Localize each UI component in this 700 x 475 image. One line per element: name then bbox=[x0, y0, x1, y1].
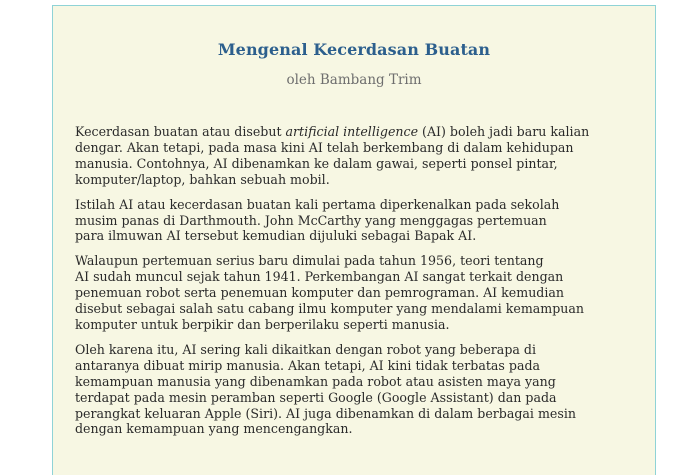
article-title: Mengenal Kecerdasan Buatan bbox=[217, 40, 491, 59]
paragraph-4 bbox=[75, 342, 647, 437]
paragraph-line: musim panas di Darthmouth. John McCarthy yang menggagas pertemuan bbox=[75, 212, 547, 228]
paragraph-3 bbox=[75, 253, 647, 333]
paragraph-line: para ilmuwan AI tersebut kemudian dijuluki sebagai Bapak AI. bbox=[75, 228, 477, 244]
paragraph-line: terdapat pada mesin peramban seperti Google (Google Assistant) dan pada bbox=[75, 389, 557, 405]
paragraph-line: komputer/laptop, bahkan sebuah mobil. bbox=[75, 171, 330, 187]
paragraph-line: Istilah AI atau kecerdasan buatan kali pertama diperkenalkan pada sekolah bbox=[75, 196, 560, 212]
paragraph-line: penemuan robot serta penemuan komputer dan pemrograman. AI kemudian bbox=[75, 285, 565, 301]
article-author: oleh Bambang Trim bbox=[286, 72, 422, 88]
paragraph-line: Oleh karena itu, AI sering kali dikaitkan dengan robot yang beberapa di bbox=[75, 341, 536, 357]
paragraph-line: dengar. Akan tetapi, pada masa kini AI telah berkembang di dalam kehidupan bbox=[75, 139, 574, 155]
paragraph-line: komputer untuk berpikir dan berperilaku seperti manusia. bbox=[75, 316, 450, 332]
paragraph-line: antaranya dibuat mirip manusia. Akan tetapi, AI kini tidak terbatas pada bbox=[75, 357, 541, 373]
paragraph-1 bbox=[75, 124, 647, 188]
italic-term: artificial intelligence bbox=[285, 124, 419, 139]
paragraph-line: dengan kemampuan yang mencengangkan. bbox=[75, 421, 353, 437]
paragraph-line: manusia. Contohnya, AI dibenamkan ke dalam gawai, seperti ponsel pintar, bbox=[75, 155, 558, 171]
article-card bbox=[52, 5, 656, 475]
paragraph-2 bbox=[75, 197, 647, 245]
paragraph-line: Walaupun pertemuan serius baru dimulai pada tahun 1956, teori tentang bbox=[75, 253, 544, 269]
paragraph-line: perangkat keluaran Apple (Siri). AI juga dibenamkan di dalam berbagai mesin bbox=[75, 405, 576, 421]
paragraph-line: AI sudah muncul sejak tahun 1941. Perkembangan AI sangat terkait dengan bbox=[75, 269, 564, 285]
paragraph-line: kemampuan manusia yang dibenamkan pada robot atau asisten maya yang bbox=[75, 373, 556, 389]
paragraph-line: disebut sebagai salah satu cabang ilmu komputer yang mendalami kemampuan bbox=[75, 301, 585, 317]
article-body bbox=[75, 124, 647, 446]
paragraph-line: Kecerdasan buatan atau disebut artificial intelligence (AI) boleh jadi baru kalian bbox=[75, 124, 590, 139]
